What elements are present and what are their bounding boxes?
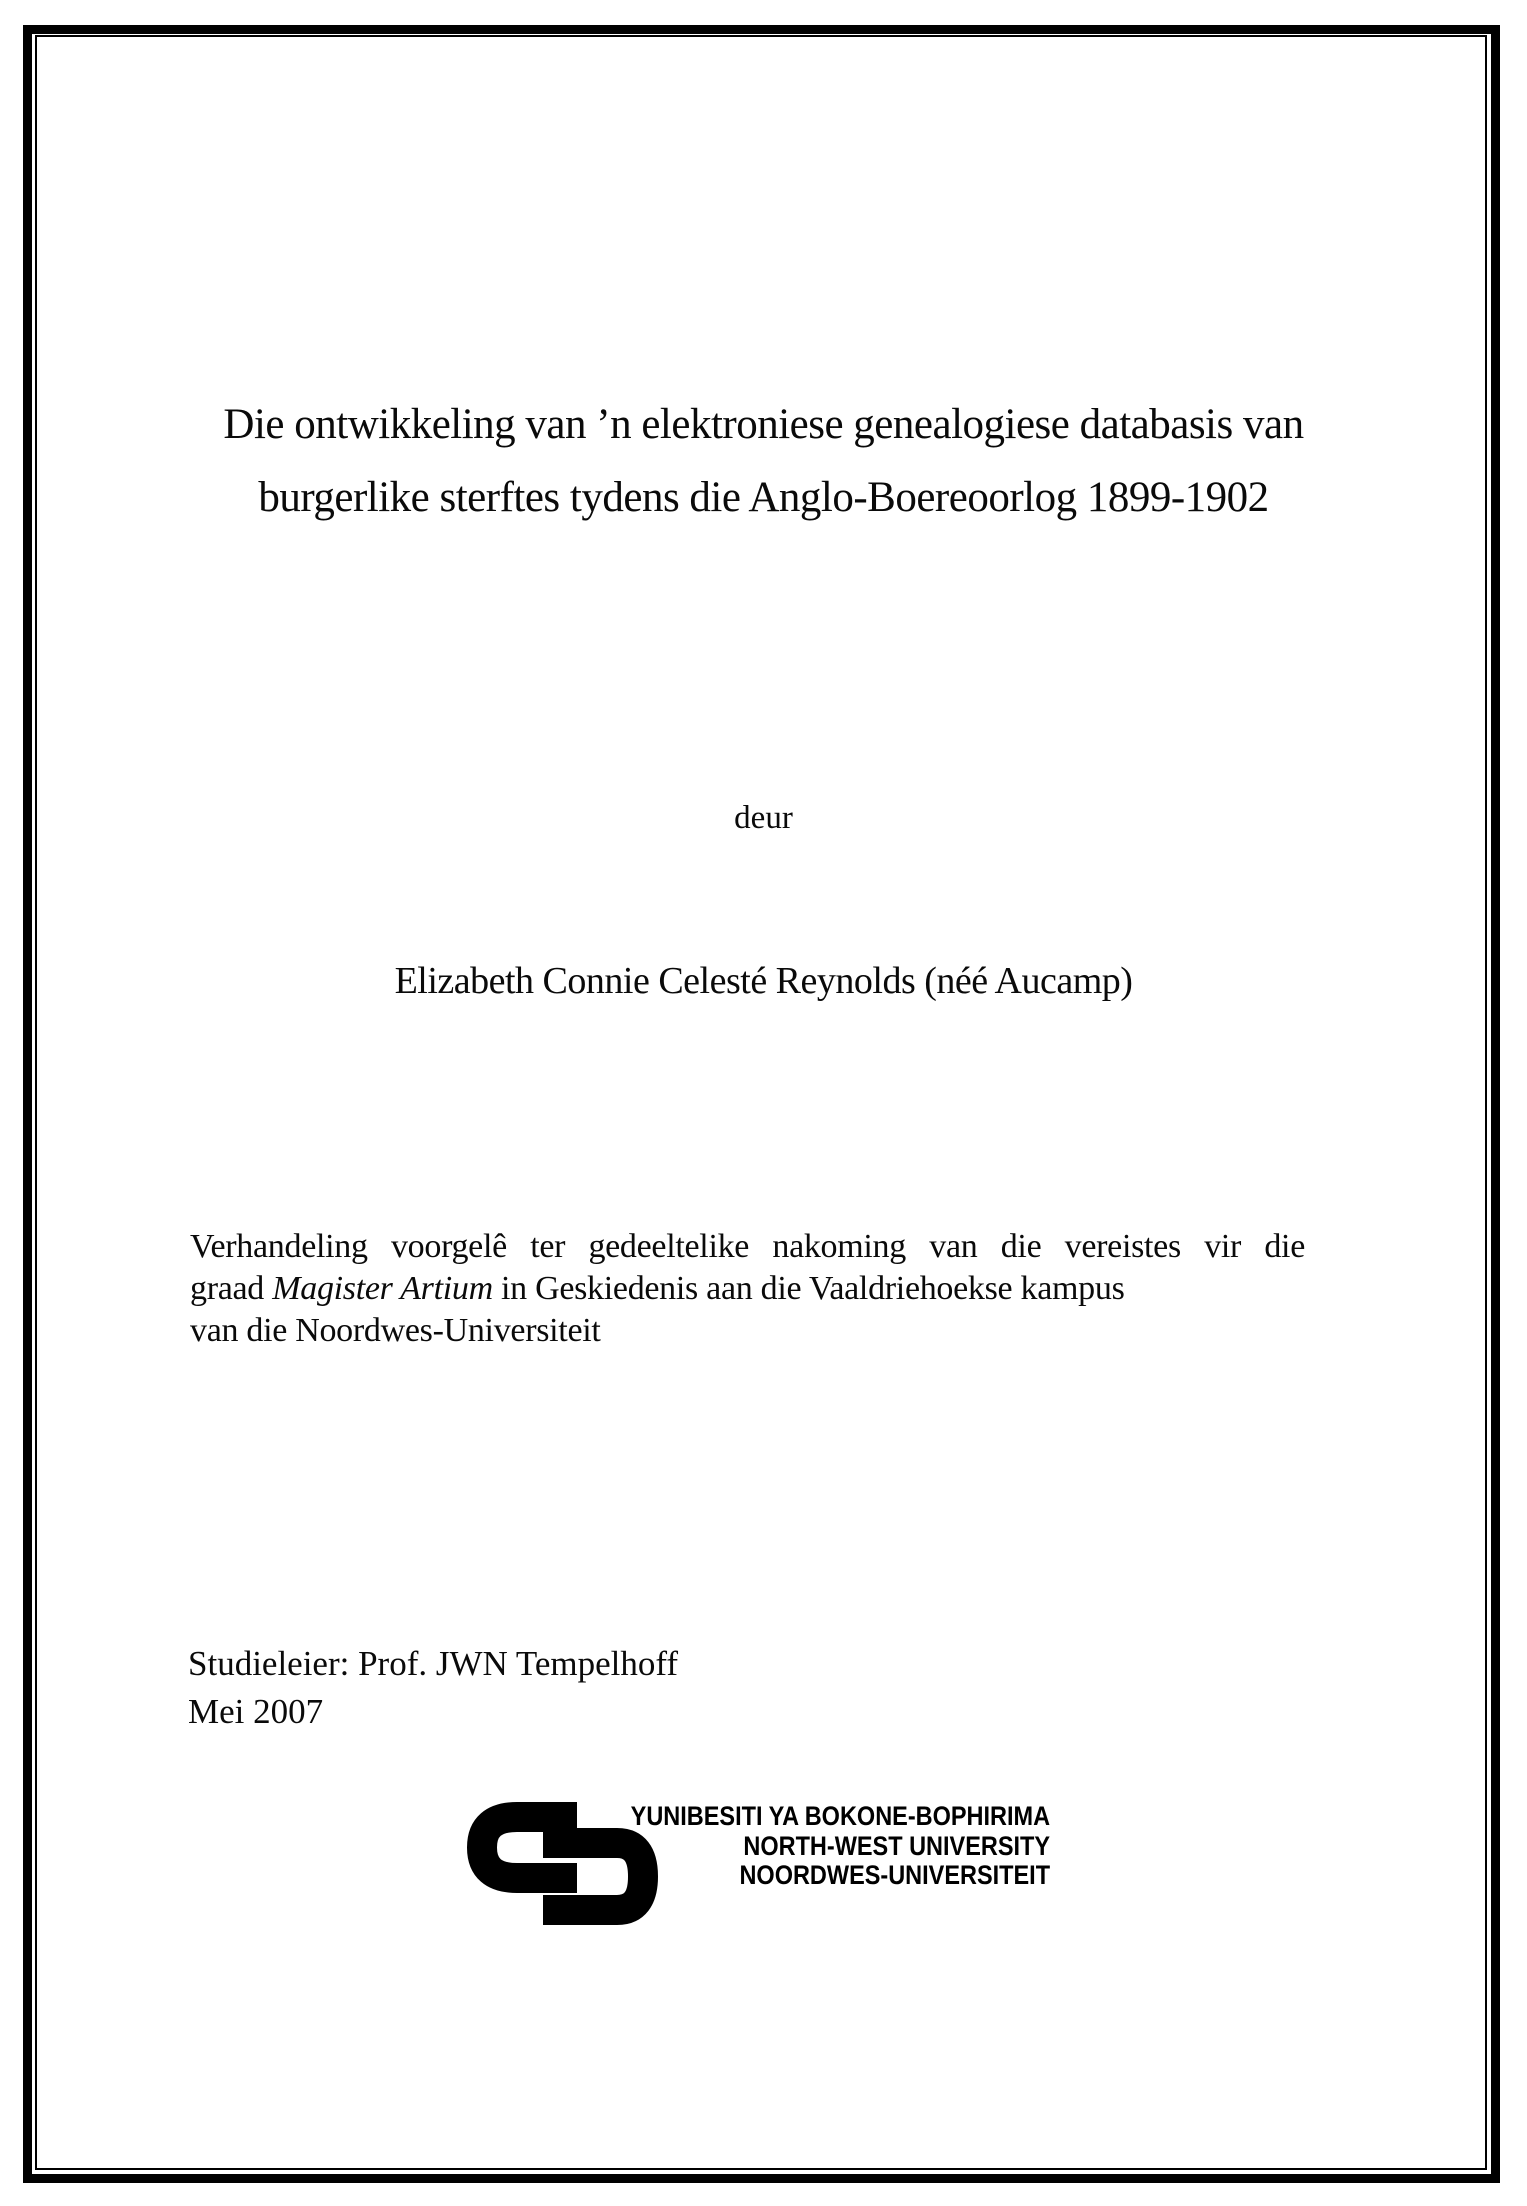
thesis-title [110,388,1417,534]
title-line-1: Die ontwikkeling van ’n elektroniese genealogiese databasis van [223,401,1304,448]
logo-line-afrikaans: NOORDWES-UNIVERSITEIT [739,1860,1050,1890]
declaration-line-1: Verhandeling voorgelê ter gedeeltelike nakoming van die vereistes vir die [190,1228,1305,1265]
supervisor-line: Studieleier: Prof. JWN Tempelhoff [188,1644,679,1683]
nwu-logo-text [631,1802,1050,1891]
logo-line-english: NORTH-WEST UNIVERSITY [743,1830,1050,1861]
supervisor-block [188,1640,1088,1736]
declaration-line-2-prefix: graad [190,1270,273,1307]
nwu-logo [460,1796,1080,1936]
declaration-line-3: van die Noordwes-Universiteit [190,1312,601,1349]
date-line: Mei 2007 [188,1692,324,1731]
declaration-paragraph [190,1226,1305,1352]
byline-deur: deur [734,800,793,836]
declaration-line-2-suffix: in Geskiedenis aan die Vaaldriehoekse kampus [492,1270,1125,1307]
author-name: Elizabeth Connie Celesté Reynolds (néé Aucamp) [394,960,1133,1002]
declaration-line-2 [190,1268,1305,1310]
logo-line-setswana: YUNIBESITI YA BOKONE-BOPHIRIMA [630,1801,1050,1831]
title-line-2: burgerlike sterftes tydens die Anglo-Boereoorlog 1899-1902 [258,474,1269,521]
declaration-degree-name: Magister Artium [272,1270,493,1307]
